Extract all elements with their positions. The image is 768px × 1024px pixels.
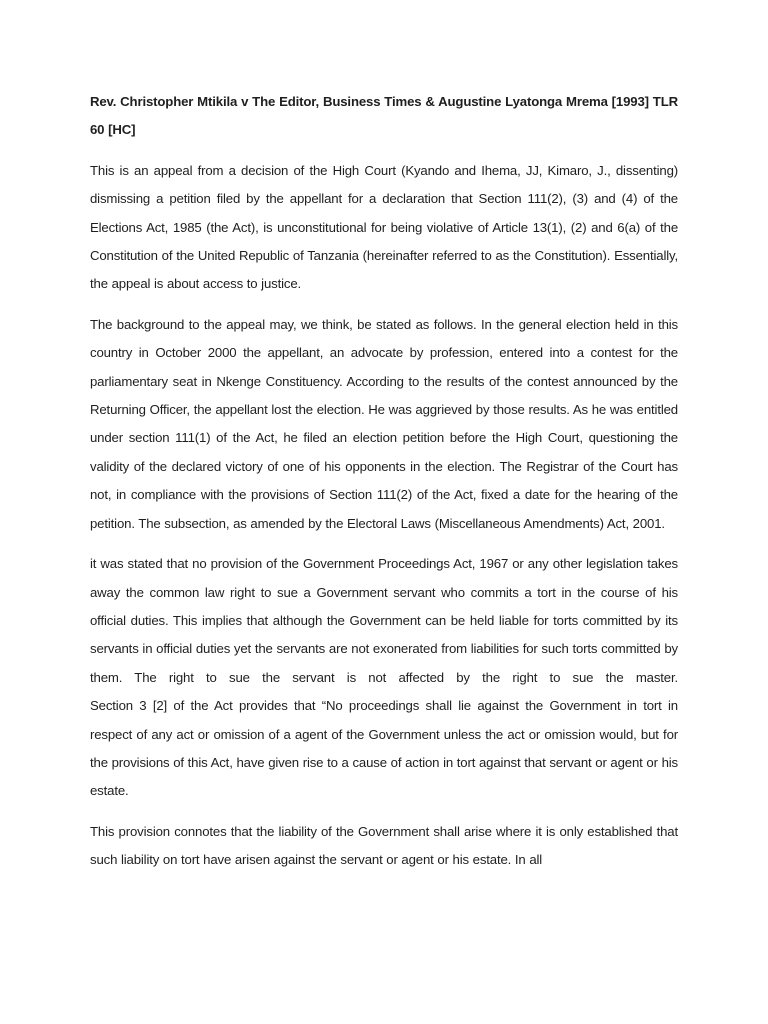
document-page — [90, 88, 678, 887]
paragraph-appeal-summary: This is an appeal from a decision of the High Court (Kyando and Ihema, JJ, Kimaro, J., dissenting) dismissing a petition filed by the appellant for a declaration that Section 111(2), (3) and (4) of the Elections Act, 1985 (the Act), is unconstitutional for being violative of Article 13(1), (2) and 6(a) of the Constitution of the United Republic of Tanzania (hereinafter referred to as the Constitution). Essentially, the appeal is about access to justice. — [90, 162, 678, 292]
case-citation-title: Rev. Christopher Mtikila v The Editor, Business Times & Augustine Lyatonga Mrema [1993] TLR 60 [HC] — [90, 94, 678, 138]
paragraph-background: The background to the appeal may, we think, be stated as follows. In the general election held in this country in October 2000 the appellant, an advocate by profession, entered into a contest for the parliamentary seat in Nkenge Constituency. According to the results of the contest announced by the Returning Officer, the appellant lost the election. He was aggrieved by those results. As he was entitled under section 111(1) of the Act, he filed an election petition before the High Court, questioning the validity of the declared victory of one of his opponents in the election. The Registrar of the Court has not, in compliance with the provisions of Section 111(2) of the Act, fixed a date for the hearing of the petition. The subsection, as amended by the Electoral Laws (Miscellaneous Amendments) Act, 2001. — [90, 316, 678, 531]
paragraph-liability-provision: This provision connotes that the liability of the Government shall arise where it is only established that such liability on tort have arisen against the servant or agent or his estate. In all — [90, 823, 678, 868]
paragraph-common-law-right — [90, 550, 678, 692]
paragraph-government-proceedings — [90, 550, 678, 806]
paragraph-justified-line: right to sue the master. — [512, 669, 679, 685]
paragraph-common-law-text: it was stated that no provision of the Government Proceedings Act, 1967 or any other legislation takes away the common law right to sue a Government servant who commits a tort in the course of his official duties. This implies that although the Government can be held liable for torts committed by its servants in official duties yet the servants are not exonerated from liabilities for such torts committed by them. The right to sue the servant is not affected by the — [90, 556, 678, 685]
paragraph-section-3-quote: Section 3 [2] of the Act provides that “No proceedings shall lie against the Government in tort in respect of any act or omission of a agent of the Government unless the act or omission would, but for the provisions of this Act, have given rise to a cause of action in tort against that servant or agent or his estate. — [90, 698, 678, 799]
